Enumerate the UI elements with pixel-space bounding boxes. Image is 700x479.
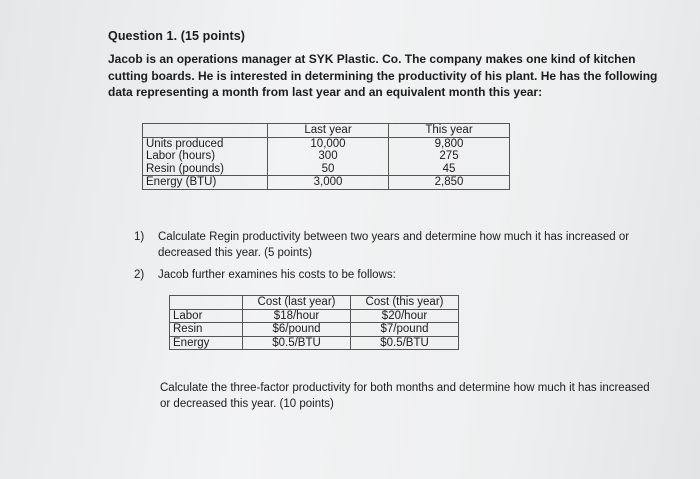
question-intro: Jacob is an operations manager at SYK Plastic. Co. The company makes one kind of kitchen cutting boards. He is interested in determining the productivity of his plant. He has the following data representing a month from last year and an equivalent month this year: [108, 52, 658, 99]
header-cost-last-year: Cost (last year) [243, 296, 351, 310]
last-year-value: 3,000 [268, 176, 389, 190]
header-last-year: Last year [268, 124, 389, 138]
table-row [143, 176, 510, 190]
row-label: Energy [170, 336, 243, 350]
item-text: Jacob further examines his costs to be follows: [158, 269, 396, 281]
table-row [143, 163, 510, 176]
header-cell-empty [143, 124, 268, 138]
header-cell-empty [170, 296, 243, 310]
question-title: Question 1. (15 points) [108, 29, 246, 43]
row-label: Energy (BTU) [143, 176, 268, 190]
final-instruction: Calculate the three-factor productivity for both months and determine how much it has increased or decreased this year. (10 points) [160, 382, 650, 410]
table-row [170, 323, 459, 337]
table-row [143, 150, 510, 163]
row-label: Resin (pounds) [143, 163, 268, 176]
last-year-value: 50 [268, 163, 389, 176]
cost-this-year: $0.5/BTU [351, 336, 459, 350]
cost-table [169, 295, 459, 350]
last-year-value: 300 [268, 150, 389, 163]
cost-this-year: $7/pound [351, 323, 459, 337]
row-label: Resin [170, 323, 243, 337]
list-item [134, 268, 669, 284]
cost-last-year: $0.5/BTU [243, 336, 351, 350]
this-year-value: 275 [389, 150, 510, 163]
this-year-value: 45 [389, 163, 510, 176]
row-label: Labor [170, 309, 243, 323]
this-year-value: 9,800 [389, 137, 510, 150]
item-number: 2) [134, 269, 145, 281]
table-header-row [170, 296, 459, 310]
header-this-year: This year [389, 124, 510, 138]
list-item [134, 230, 669, 261]
table-row [170, 336, 459, 350]
last-year-value: 10,000 [268, 137, 389, 150]
item-text: Calculate Regin productivity between two years and determine how much it has increased or decreased this year. (5 points) [158, 231, 630, 259]
row-label: Labor (hours) [143, 150, 268, 163]
item-number: 1) [134, 231, 145, 243]
row-label: Units produced [143, 137, 268, 150]
cost-last-year: $18/hour [243, 309, 351, 323]
table-header-row [143, 124, 510, 138]
header-cost-this-year: Cost (this year) [351, 296, 459, 310]
cost-last-year: $6/pound [243, 323, 351, 337]
table-row [143, 137, 510, 150]
cost-this-year: $20/hour [351, 309, 459, 323]
table-row [170, 309, 459, 323]
production-data-table [142, 123, 510, 190]
this-year-value: 2,850 [389, 176, 510, 190]
sub-question-list [134, 230, 669, 291]
